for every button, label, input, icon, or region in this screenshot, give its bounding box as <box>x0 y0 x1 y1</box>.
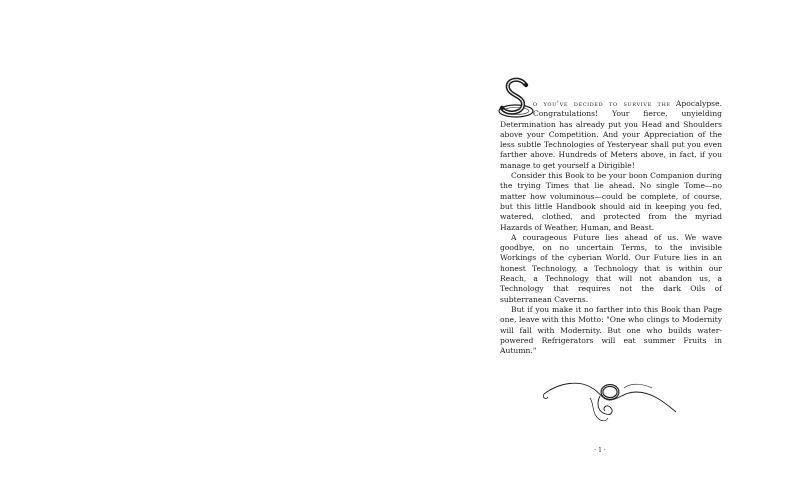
paragraph-1-text: Apocalypse. Congratulations! Your fierce, unyielding Determination has already put you Head and Shoulders above your Competition. And your Appreciation of the less subtle Technologies of Yesteryear shall put you even farther above. Hundreds of Meters above, in fact, if you manage to get yourself a Dirigible! <box>500 99 722 170</box>
flourish-ornament-icon <box>540 378 680 428</box>
dropcap-s-icon <box>496 77 530 117</box>
body-text <box>500 99 722 356</box>
paragraph-3: A courageous Future lies ahead of us. We wave goodbye, on no uncertain Terms, to the invisible Workings of the cyberian World. Our Future lies in an honest Technology, a Technology that is within our Reach, a Technology that will not abandon us, a Technology that requires not the dark Oils of subterranean Caverns. <box>500 232 722 304</box>
paragraph-4: But if you make it no farther into this Book than Page one, leave with this Motto: "One who clings to Modernity will fall with Modernity. But one who builds water-powered Refrigerators will eat summer Fruits in Autumn." <box>500 304 722 356</box>
dropcap-s-graphic <box>496 77 536 121</box>
page-number: · 1 · <box>594 447 606 454</box>
opening-smallcaps: o you've decided to survive the <box>533 99 671 108</box>
paragraph-1 <box>500 99 722 171</box>
paragraph-2: Consider this Book to be your boon Companion during the trying Times that lie ahead. No single Tome—no matter how voluminous—could be complete, of course, but this little Handbook should aid in keeping you fed, watered, clothed, and protected from the myriad Hazards of Weather, Human, and Beast. <box>500 171 722 232</box>
right-page <box>400 0 800 486</box>
